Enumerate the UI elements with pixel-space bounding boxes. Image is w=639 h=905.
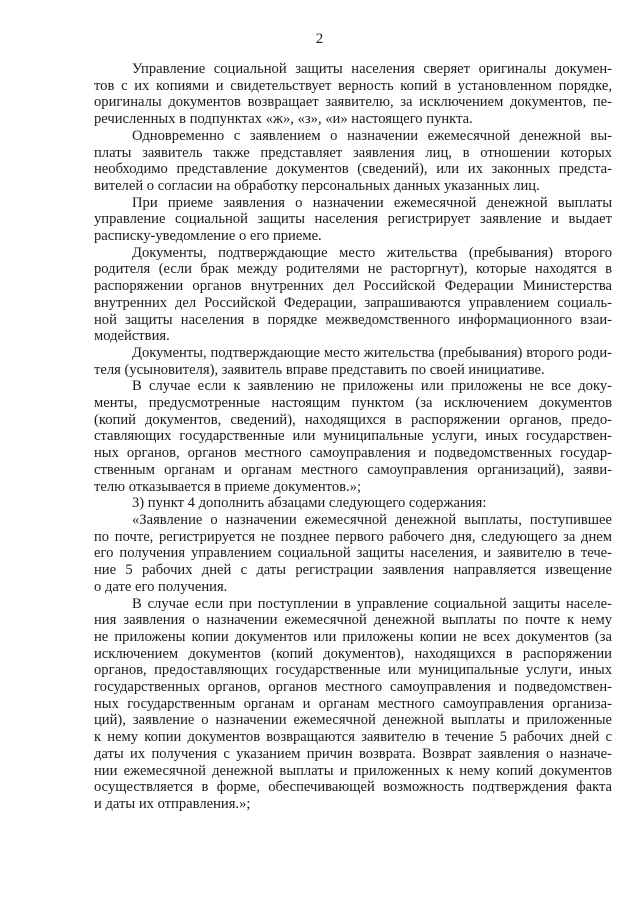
paragraph xyxy=(94,195,612,245)
paragraph xyxy=(94,61,612,128)
text-line: органов, предоставляющих государственные или муниципальные услуги, иных xyxy=(94,662,612,679)
text-line: родителя (если брак между родителями не расторгнут), которые находятся в xyxy=(94,261,612,278)
paragraph xyxy=(94,128,612,195)
paragraph xyxy=(94,596,612,813)
text-line: ных органов, органов местного самоуправления и подведомственных государ- xyxy=(94,445,612,462)
text-line: к нему копии документов возвращаются заявителю в течение 5 рабочих дней с xyxy=(94,729,612,746)
text-line: необходимо представление документов (сведений), или их законных предста- xyxy=(94,161,612,178)
text-line: В случае если при поступлении в управление социальной защиты населе- xyxy=(132,595,612,612)
text-line: и даты их отправления.»; xyxy=(94,795,251,812)
text-line: управление социальной защиты населения регистрирует заявление и выдает xyxy=(94,211,612,228)
text-line: оригиналы документов возвращает заявителю, за исключением документов, пе- xyxy=(94,94,612,111)
text-line: телю отказывается в приеме документов.»; xyxy=(94,478,362,495)
text-line: теля (усыновителя), заявитель вправе представить по своей инициативе. xyxy=(94,361,545,378)
text-line: модействия. xyxy=(94,328,170,345)
text-line: ставляющих государственные или муниципальные услуги, иных государствен- xyxy=(94,428,612,445)
text-line: ций), заявление о назначении ежемесячной денежной выплаты и приложенные xyxy=(94,712,612,729)
text-line: платы заявитель также представляет заявления лиц, в отношении которых xyxy=(94,144,612,161)
text-line: нии ежемесячной денежной выплаты и приложенных к нему копий документов xyxy=(94,762,612,779)
page-number: 2 xyxy=(315,31,324,47)
text-line: не приложены копии документов или приложены копии не всех документов (за xyxy=(94,628,612,645)
text-line: Одновременно с заявлением о назначении ежемесячной денежной вы- xyxy=(132,127,612,144)
text-line: ной защиты населения в порядке межведомственного информационного взаи- xyxy=(94,311,612,328)
paragraph xyxy=(94,512,612,596)
text-line: (копий документов, сведений), находящихся в распоряжении органов, предо- xyxy=(94,411,612,428)
document-body xyxy=(94,61,612,813)
text-line: по почте, регистрируется не позднее первого рабочего дня, следующего за днем xyxy=(94,528,612,545)
text-line: ных государственным органам и органам местного самоуправления организа- xyxy=(94,695,612,712)
text-line: тов с их копиями и свидетельствует верность копий в установленном порядке, xyxy=(94,77,612,94)
text-line: о дате его получения. xyxy=(94,578,228,595)
text-line: Документы, подтверждающие место жительства (пребывания) второго роди- xyxy=(132,344,612,361)
text-line: «Заявление о назначении ежемесячной денежной выплаты, поступившее xyxy=(132,511,612,528)
text-line: ние 5 рабочих дней с даты регистрации заявления направляется извещение xyxy=(94,562,612,579)
text-line: исключением документов (копий документов), находящихся в распоряжении xyxy=(94,645,612,662)
text-line: осуществляется в форме, обеспечивающей возможность подтверждения факта xyxy=(94,779,612,796)
text-line: В случае если к заявлению не приложены или приложены не все доку- xyxy=(132,378,612,395)
text-line: Управление социальной защиты населения сверяет оригиналы докумен- xyxy=(132,61,612,77)
paragraph xyxy=(94,345,612,378)
text-line: его получения управлением социальной защиты населения, и заявителю в тече- xyxy=(94,545,612,562)
text-line: государственных органов, органов местного самоуправления и подведомствен- xyxy=(94,679,612,696)
text-line: речисленных в подпунктах «ж», «з», «и» настоящего пункта. xyxy=(94,111,473,128)
paragraph xyxy=(94,495,612,512)
text-line: При приеме заявления о назначении ежемесячной денежной выплаты xyxy=(132,194,612,211)
text-line: 3) пункт 4 дополнить абзацами следующего содержания: xyxy=(132,495,487,512)
paragraph xyxy=(94,245,612,345)
text-line: Документы, подтверждающие место жительства (пребывания) второго xyxy=(132,244,612,261)
text-line: внутренних дел Российской Федерации, запрашиваются управлением социаль- xyxy=(94,294,612,311)
text-line: ния заявления о назначении ежемесячной денежной выплаты по почте к нему xyxy=(94,612,612,629)
text-line: расписку-уведомление о его приеме. xyxy=(94,228,322,245)
text-line: распоряжении органов внутренних дел Российской Федерации Министерства xyxy=(94,278,612,295)
text-line: менты, предусмотренные настоящим пунктом (за исключением документов xyxy=(94,395,612,412)
paragraph xyxy=(94,378,612,495)
text-line: даты их получения с указанием причин возврата. Возврат заявления о назначе- xyxy=(94,745,612,762)
text-line: вителей о согласии на обработку персональных данных указанных лиц. xyxy=(94,177,540,194)
text-line: ственным органам и органам местного самоуправления организаций), заяви- xyxy=(94,461,612,478)
